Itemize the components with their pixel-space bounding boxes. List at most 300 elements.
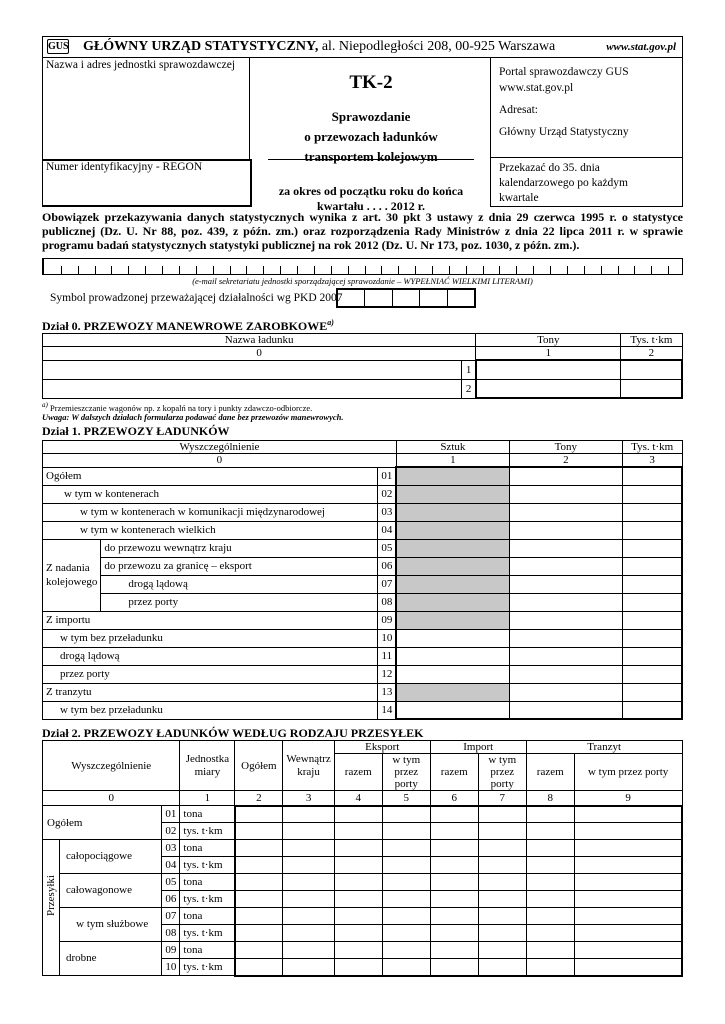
s1-cell-szt: [396, 611, 509, 629]
s2-cell[interactable]: [430, 857, 478, 874]
s1-row-label: Ogółem: [43, 467, 378, 485]
s2-num: 9: [574, 791, 682, 806]
name-address-box[interactable]: [42, 57, 250, 161]
s2-cell[interactable]: [334, 925, 382, 942]
pkd-cell[interactable]: [393, 290, 420, 306]
s1-cell-szt[interactable]: [396, 629, 509, 647]
email-cell-divider: [668, 266, 669, 274]
s2-cell[interactable]: [526, 959, 574, 976]
s1-col-desc: Wyszczególnienie: [43, 441, 397, 454]
s0-col-tkm: Tys. t·km: [621, 334, 682, 347]
s0-note: Uwaga: W dalszych działach formularza podawać dane bez przewozów manewrowych.: [42, 412, 344, 422]
s2-unit: tys. t·km: [180, 959, 235, 976]
s1-body: [43, 467, 683, 719]
s2-num: 1: [180, 791, 235, 806]
s2-cell[interactable]: [430, 806, 478, 823]
s2-row-num: 02: [162, 823, 180, 840]
email-cell-divider: [584, 266, 585, 274]
s1-col-szt: Sztuk: [396, 441, 509, 454]
s1-cell-tkm[interactable]: [622, 647, 682, 665]
s2-unit: tona: [180, 942, 235, 959]
s1-row-label: Z importu: [43, 611, 378, 629]
s1-row: [43, 521, 683, 539]
email-cell-divider: [230, 266, 231, 274]
s1-cell-szt[interactable]: [396, 647, 509, 665]
s2-unit: tona: [180, 874, 235, 891]
s1-row: [43, 665, 683, 683]
s2-col-import: Import: [430, 741, 526, 754]
s2-cell[interactable]: [334, 857, 382, 874]
s1-row-label: do przewozu za granicę – eksport: [101, 557, 378, 575]
s2-cell[interactable]: [574, 874, 682, 891]
email-char-cells: [44, 259, 682, 274]
s2-cell[interactable]: [382, 874, 430, 891]
s2-cell[interactable]: [430, 823, 478, 840]
s2-row: [43, 908, 683, 925]
title-divider: [268, 159, 474, 160]
pkd-cell[interactable]: [448, 290, 474, 306]
s2-cell[interactable]: [478, 925, 526, 942]
s2-cell[interactable]: [283, 806, 334, 823]
s1-cell-tony[interactable]: [509, 557, 622, 575]
s2-cell[interactable]: [382, 840, 430, 857]
s1-cell-szt[interactable]: [396, 665, 509, 683]
s1-row-num: 14: [378, 701, 397, 719]
s2-cell[interactable]: [430, 874, 478, 891]
s1-row: [43, 593, 683, 611]
s1-cell-tony[interactable]: [509, 611, 622, 629]
addressee-label: Adresat:: [499, 104, 538, 116]
s2-cell[interactable]: [478, 840, 526, 857]
email-cell-divider: [499, 266, 500, 274]
institution-name: GŁÓWNY URZĄD STATYSTYCZNY,: [83, 39, 319, 54]
s1-row-label: przez porty: [43, 665, 378, 683]
email-cell-divider: [111, 266, 112, 274]
s2-cell[interactable]: [526, 942, 574, 959]
s2-num: 7: [478, 791, 526, 806]
s1-row-num: 03: [378, 503, 397, 521]
name-address-label: Nazwa i adres jednostki sprawozdawczej: [46, 59, 236, 71]
addressee: Główny Urząd Statystyczny: [499, 126, 629, 138]
s2-row-num: 06: [162, 891, 180, 908]
email-cell-divider: [145, 266, 146, 274]
s1-cell-tony[interactable]: [509, 593, 622, 611]
s2-cell[interactable]: [283, 823, 334, 840]
s1-cell-tkm[interactable]: [622, 665, 682, 683]
s1-cell-tkm[interactable]: [622, 683, 682, 701]
s2-cell[interactable]: [478, 823, 526, 840]
s1-cell-szt: [396, 683, 509, 701]
header-title: [83, 39, 555, 55]
s2-unit: tona: [180, 908, 235, 925]
s2-unit: tys. t·km: [180, 925, 235, 942]
pkd-input[interactable]: [336, 288, 476, 308]
email-cell-divider: [314, 266, 315, 274]
email-cell-divider: [432, 266, 433, 274]
s2-cell[interactable]: [334, 874, 382, 891]
email-cell-divider: [196, 266, 197, 274]
s2-cell[interactable]: [334, 806, 382, 823]
s2-imp-ports: w tym przez porty: [478, 754, 526, 791]
email-cell-divider: [533, 266, 534, 274]
s1-row: [43, 611, 683, 629]
s2-cell[interactable]: [478, 806, 526, 823]
s2-cell[interactable]: [478, 857, 526, 874]
form-title-1: Sprawozdanie: [331, 109, 411, 124]
s1-cell-tony[interactable]: [509, 701, 622, 719]
s2-cell[interactable]: [526, 823, 574, 840]
section2-title: Dział 2. PRZEWOZY ŁADUNKÓW WEDŁUG RODZAJU PRZESYŁEK: [42, 726, 424, 740]
email-cell-divider: [179, 266, 180, 274]
s2-cell[interactable]: [334, 891, 382, 908]
s2-cell[interactable]: [526, 891, 574, 908]
s2-number-row: [43, 791, 683, 806]
pkd-cell[interactable]: [365, 290, 392, 306]
s1-col-tony: Tony: [509, 441, 622, 454]
s2-cell[interactable]: [478, 942, 526, 959]
s2-cell[interactable]: [526, 840, 574, 857]
s2-cell[interactable]: [382, 925, 430, 942]
s2-col-unit: Jednostka miary: [180, 741, 235, 791]
s2-row-num: 04: [162, 857, 180, 874]
email-cell-divider: [516, 266, 517, 274]
s1-row-num: 11: [378, 647, 397, 665]
regon-box[interactable]: [42, 159, 252, 207]
s1-cell-tkm[interactable]: [622, 539, 682, 557]
s1-row-label: drogą lądową: [43, 647, 378, 665]
s2-cell[interactable]: [430, 942, 478, 959]
s0-name-cell[interactable]: [43, 379, 462, 398]
s2-num: 0: [43, 791, 180, 806]
s2-cell[interactable]: [382, 823, 430, 840]
s2-num: 4: [334, 791, 382, 806]
pkd-cell[interactable]: [420, 290, 447, 306]
s1-cell-tony[interactable]: [509, 683, 622, 701]
s2-body: [43, 806, 683, 976]
email-cell-divider: [550, 266, 551, 274]
s2-category-cat3: w tym służbowe: [60, 908, 162, 942]
s1-row-label: Z tranzytu: [43, 683, 378, 701]
s1-cell-tkm[interactable]: [622, 467, 682, 485]
email-cell-divider: [280, 266, 281, 274]
email-cell-divider: [348, 266, 349, 274]
s1-cell-tony[interactable]: [509, 665, 622, 683]
s2-cell[interactable]: [526, 874, 574, 891]
s0-n2: 2: [621, 347, 682, 361]
s1-row: [43, 485, 683, 503]
s2-unit: tona: [180, 840, 235, 857]
email-cell-divider: [381, 266, 382, 274]
gus-logo: GUS: [48, 41, 69, 52]
s2-tr-ports: w tym przez porty: [574, 754, 682, 791]
s1-cell-tony[interactable]: [509, 503, 622, 521]
header-bar: [42, 36, 683, 58]
s2-cell[interactable]: [334, 942, 382, 959]
email-cell-divider: [213, 266, 214, 274]
s2-cell[interactable]: [235, 874, 283, 891]
s2-imp-razem: razem: [430, 754, 478, 791]
s2-cell[interactable]: [430, 925, 478, 942]
s1-row-num: 01: [378, 467, 397, 485]
pkd-label: Symbol prowadzonej przeważającej działalności wg PKD 2007: [50, 292, 343, 304]
s2-cell[interactable]: [283, 891, 334, 908]
s0-row-num: 2: [462, 379, 476, 398]
s2-cell[interactable]: [235, 959, 283, 976]
s2-cell[interactable]: [526, 925, 574, 942]
s2-cell[interactable]: [574, 925, 682, 942]
s1-row-label: do przewozu wewnątrz kraju: [101, 539, 378, 557]
s2-unit: tys. t·km: [180, 857, 235, 874]
s2-unit: tys. t·km: [180, 891, 235, 908]
section0-table: [42, 333, 683, 399]
s1-cell-tkm[interactable]: [622, 575, 682, 593]
s1-row-num: 10: [378, 629, 397, 647]
section2-table: [42, 740, 683, 977]
s0-cell[interactable]: [476, 360, 621, 379]
pkd-cell[interactable]: [338, 290, 365, 306]
s1-cell-szt: [396, 557, 509, 575]
section0-title-text: Dział 0. PRZEWOZY MANEWROWE ZAROBKOWE: [42, 319, 328, 333]
s2-cell[interactable]: [382, 959, 430, 976]
s2-category-cat4: drobne: [60, 942, 162, 976]
s2-category-cat2: całowagonowe: [60, 874, 162, 908]
s1-cell-tony[interactable]: [509, 521, 622, 539]
s1-row: [43, 701, 683, 719]
s2-cell[interactable]: [574, 891, 682, 908]
s1-cell-tkm[interactable]: [622, 593, 682, 611]
s1-cell-tkm[interactable]: [622, 701, 682, 719]
s1-cell-tony[interactable]: [509, 647, 622, 665]
s1-row: [43, 629, 683, 647]
s1-row-num: 07: [378, 575, 397, 593]
s1-row-label: drogą lądową: [101, 575, 378, 593]
email-cell-divider: [415, 266, 416, 274]
period-line-2: kwartału . . . . 2012 r.: [317, 199, 425, 213]
email-cell-divider: [263, 266, 264, 274]
s2-num: 3: [283, 791, 334, 806]
s2-cell[interactable]: [283, 925, 334, 942]
section1-title: Dział 1. PRZEWOZY ŁADUNKÓW: [42, 424, 230, 438]
s2-cell[interactable]: [574, 823, 682, 840]
email-cell-divider: [449, 266, 450, 274]
s1-cell-szt: [396, 593, 509, 611]
s2-tr-razem: razem: [526, 754, 574, 791]
section0-title: [42, 318, 334, 334]
s2-cell[interactable]: [235, 857, 283, 874]
s1-row-num: 02: [378, 485, 397, 503]
s2-exp-ports: w tym przez porty: [382, 754, 430, 791]
s1-n0: 0: [43, 454, 397, 468]
s1-cell-tkm[interactable]: [622, 557, 682, 575]
s1-cell-szt: [396, 503, 509, 521]
s2-cell[interactable]: [574, 840, 682, 857]
s2-cell[interactable]: [283, 908, 334, 925]
s2-cell[interactable]: [574, 806, 682, 823]
s2-num: 8: [526, 791, 574, 806]
s2-cell[interactable]: [283, 840, 334, 857]
s1-cell-tony[interactable]: [509, 575, 622, 593]
s0-footnote-mark: a): [42, 401, 48, 409]
s2-cell[interactable]: [526, 857, 574, 874]
s2-col-export: Eksport: [334, 741, 430, 754]
s1-cell-tkm[interactable]: [622, 485, 682, 503]
email-caption: (e-mail sekretariatu jednostki sporządzającej sprawozdanie – WYPEŁNIAĆ WIELKIMI LITERAMI): [192, 276, 533, 286]
s1-row-label: w tym bez przeładunku: [43, 629, 378, 647]
s2-cell[interactable]: [574, 942, 682, 959]
s2-cell[interactable]: [478, 908, 526, 925]
s0-col-name: Nazwa ładunku: [43, 334, 476, 347]
s1-row-label: przez porty: [101, 593, 378, 611]
s1-row-label: w tym bez przeładunku: [43, 701, 378, 719]
s0-name-cell[interactable]: [43, 360, 462, 379]
email-cell-divider: [618, 266, 619, 274]
email-cell-divider: [78, 266, 79, 274]
s2-col-domestic: Wewnątrz kraju: [283, 741, 334, 791]
s1-cell-tony[interactable]: [509, 485, 622, 503]
s2-cell[interactable]: [478, 874, 526, 891]
section0-title-sup: a): [327, 318, 334, 327]
email-cell-divider: [365, 266, 366, 274]
form-title-block: [252, 57, 490, 213]
s2-cell[interactable]: [283, 874, 334, 891]
s1-cell-tkm[interactable]: [622, 503, 682, 521]
s1-cell-tony[interactable]: [509, 629, 622, 647]
s2-row-num: 07: [162, 908, 180, 925]
email-cell-divider: [95, 266, 96, 274]
s2-cell[interactable]: [526, 806, 574, 823]
s1-row-num: 13: [378, 683, 397, 701]
s2-cell[interactable]: [235, 891, 283, 908]
s2-row-num: 08: [162, 925, 180, 942]
email-input[interactable]: [42, 258, 683, 275]
s2-cell[interactable]: [235, 806, 283, 823]
s2-exp-razem: razem: [334, 754, 382, 791]
deadline-line-3: kwartale: [499, 192, 539, 204]
email-cell-divider: [331, 266, 332, 274]
s1-cell-tony[interactable]: [509, 539, 622, 557]
s2-cell[interactable]: [526, 908, 574, 925]
s2-cell[interactable]: [283, 959, 334, 976]
s1-cell-tkm[interactable]: [622, 521, 682, 539]
s2-cell[interactable]: [430, 908, 478, 925]
s2-category-cat1: całopociągowe: [60, 840, 162, 874]
s2-row: [43, 874, 683, 891]
email-cell-divider: [466, 266, 467, 274]
s2-row-num: 05: [162, 874, 180, 891]
s2-cell[interactable]: [235, 908, 283, 925]
s2-cell[interactable]: [283, 942, 334, 959]
s1-n2: 2: [509, 454, 622, 468]
s1-cell-szt[interactable]: [396, 701, 509, 719]
s1-n1: 1: [396, 454, 509, 468]
s1-row-num: 12: [378, 665, 397, 683]
s2-cell[interactable]: [430, 840, 478, 857]
email-cell-divider: [246, 266, 247, 274]
s2-unit: tona: [180, 806, 235, 823]
s2-cell[interactable]: [235, 823, 283, 840]
s2-num: 2: [235, 791, 283, 806]
s0-cell[interactable]: [621, 379, 682, 398]
s1-row-num: 05: [378, 539, 397, 557]
legal-text: Obowiązek przekazywania danych statystycznych wynika z art. 30 pkt 3 ustawy z dnia 29 czerwca 1995 r. o statystyce publicznej (Dz. U. Nr 88, poz. 439, z późn. zm.) oraz rozporządzenia Rady Ministrów z dnia 22 lipca 2011 r. w sprawie programu badań statystycznych statystyki publicznej na rok 2012 (Dz. U. Nr 173, poz. 1030, z późn. zm.).: [42, 210, 683, 252]
s1-row-label: w tym w kontenerach w komunikacji międzynarodowej: [43, 503, 378, 521]
s2-cell[interactable]: [382, 942, 430, 959]
s0-cell[interactable]: [621, 360, 682, 379]
s1-row: [43, 467, 683, 485]
s1-row: [43, 539, 683, 557]
s1-row: [43, 683, 683, 701]
s2-unit: tys. t·km: [180, 823, 235, 840]
s2-row: [43, 806, 683, 823]
s2-cell[interactable]: [382, 806, 430, 823]
form-title-3: transportem kolejowym: [304, 149, 438, 164]
s2-num: 5: [382, 791, 430, 806]
s2-cell[interactable]: [430, 891, 478, 908]
s1-cell-tony[interactable]: [509, 467, 622, 485]
email-cell-divider: [398, 266, 399, 274]
portal-box: [490, 57, 683, 158]
s1-col-tkm: Tys. t·km: [622, 441, 682, 454]
s1-row-label: w tym w kontenerach wielkich: [43, 521, 378, 539]
email-cell-divider: [567, 266, 568, 274]
s2-cell[interactable]: [478, 959, 526, 976]
s2-cell[interactable]: [235, 942, 283, 959]
s2-cell[interactable]: [382, 857, 430, 874]
email-cell-divider: [634, 266, 635, 274]
s2-col-desc: Wyszczególnienie: [43, 741, 180, 791]
s1-cell-tkm[interactable]: [622, 629, 682, 647]
s0-cell[interactable]: [476, 379, 621, 398]
s1-cell-szt: [396, 467, 509, 485]
email-cell-divider: [128, 266, 129, 274]
s2-cell[interactable]: [235, 840, 283, 857]
s2-cell[interactable]: [574, 857, 682, 874]
s2-col-total: Ogółem: [235, 741, 283, 791]
s2-cell[interactable]: [334, 959, 382, 976]
s2-cell[interactable]: [382, 891, 430, 908]
form-title-2: o przewozach ładunków: [304, 129, 438, 144]
s1-cell-szt: [396, 521, 509, 539]
s0-n1: 1: [476, 347, 621, 361]
deadline-box: [490, 157, 683, 207]
s2-cell[interactable]: [478, 891, 526, 908]
s1-cell-tkm[interactable]: [622, 611, 682, 629]
s2-cell[interactable]: [334, 823, 382, 840]
s1-row: [43, 647, 683, 665]
s2-cell[interactable]: [283, 857, 334, 874]
s1-cell-szt: [396, 575, 509, 593]
s1-row-num: 04: [378, 521, 397, 539]
email-cell-divider: [297, 266, 298, 274]
portal-line-2: www.stat.gov.pl: [499, 82, 574, 94]
s1-row: [43, 503, 683, 521]
regon-label: Numer identyfikacyjny - REGON: [46, 161, 203, 173]
deadline-line-2: kalendarzowego po każdym: [499, 177, 629, 189]
s2-cell[interactable]: [574, 959, 682, 976]
period-line-1: za okres od początku roku do końca: [278, 184, 464, 198]
s2-cell[interactable]: [430, 959, 478, 976]
s2-col-transit: Tranzyt: [526, 741, 682, 754]
s1-row-label: w tym w kontenerach: [43, 485, 378, 503]
s2-cell[interactable]: [235, 925, 283, 942]
s2-cell[interactable]: [334, 908, 382, 925]
s1-row: [43, 557, 683, 575]
email-cell-divider: [162, 266, 163, 274]
s2-cell[interactable]: [382, 908, 430, 925]
s0-footnote-text: Przemieszczanie wagonów np. z kopalń na tory i punkty zdawczo-odbiorcze.: [50, 402, 313, 413]
s2-cell[interactable]: [334, 840, 382, 857]
s2-cell[interactable]: [574, 908, 682, 925]
